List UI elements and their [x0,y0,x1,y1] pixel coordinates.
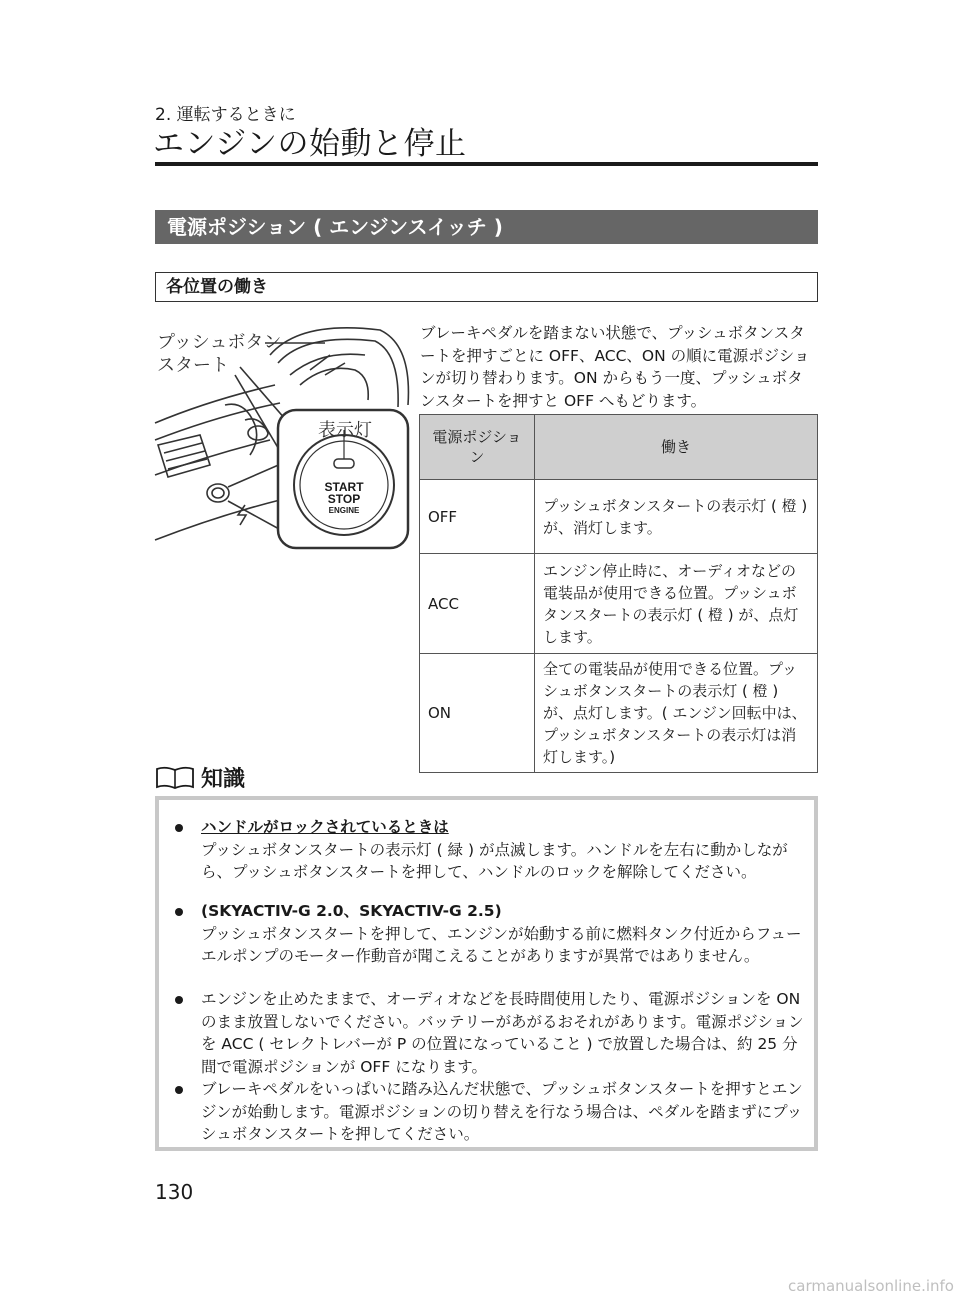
button-text-engine: ENGINE [328,506,360,515]
table-header-function: 働き [535,415,818,480]
list-item [201,900,806,968]
callout-push-button-line1: プッシュボタン [157,332,282,353]
book-icon [155,765,195,791]
table-row [420,654,818,773]
callout-indicator-lamp: 表示灯 [318,420,372,441]
button-text-stop: STOP [327,492,361,506]
table-cell-function: プッシュボタンスタートの表示灯 ( 橙 ) が、消灯します。 [535,480,818,554]
list-item [201,988,806,1078]
list-item [201,816,806,884]
table-cell-position: OFF [420,480,535,554]
position-table [419,414,818,773]
watermark: carmanualsonline.info [788,1277,954,1295]
table-row [420,554,818,654]
button-text-start: START [324,480,364,494]
table-cell-function: エンジン停止時に、オーディオなどの電装品が使用できる位置。プッシュボタンスタートの表示灯 ( 橙 ) が、点灯します。 [535,554,818,654]
table-header-position: 電源ポジション [420,415,535,480]
page-title: エンジンの始動と停止 [153,126,467,162]
item-body: ブレーキペダルをいっぱいに踏み込んだ状態で、プッシュボタンスタートを押すとエンジンが始動します。電源ポジションの切り替えを行なう場合は、ペダルを踏まずにプッシュボタンスタートを押してください。 [201,1080,803,1143]
chishiki-title: 知識 [201,767,246,792]
item-body: エンジンを止めたままで、オーディオなどを長時間使用したり、電源ポジションを ON のまま放置しないでください。バッテリーがあがるおそれがあります。電源ポジションを ACC ( セレクトレバーが P の位置になっていること ) で放置した場合は、約 25 分間で電源ポジションが OFF になります。 [201,990,804,1076]
chishiki-heading [155,762,245,793]
bullet [175,908,183,916]
item-body: プッシュボタンスタートを押して、エンジンが始動する前に燃料タンク付近からフューエルポンプのモーター作動音が聞こえることがありますが異常ではありません。 [201,924,802,965]
intro-paragraph: ブレーキペダルを踏まない状態で、プッシュボタンスタートを押すごとに OFF、ACC、ON の順に電源ポジションが切り替わります。ON からもう一度、プッシュボタンスタートを押すと OFF へもどります。 [420,324,810,410]
table-cell-position: ACC [420,554,535,654]
section-title: 電源ポジション ( エンジンスイッチ ) [155,210,818,244]
bullet [175,996,183,1004]
subsection-title: 各位置の働き [155,272,818,302]
callout-push-button-line2: スタート [157,355,229,376]
item-heading: ハンドルがロックされているときは [201,818,449,836]
bullet [175,824,183,832]
page-number: 130 [155,1180,194,1204]
item-heading: (SKYACTIV-G 2.0、SKYACTIV-G 2.5) [201,902,502,920]
item-body: プッシュボタンスタートの表示灯 ( 緑 ) が点滅します。ハンドルを左右に動かしながら、プッシュボタンスタートを押して、ハンドルのロックを解除してください。 [201,840,788,881]
table-row [420,480,818,554]
chapter-label: 2. 運転するときに [155,105,296,125]
bullet [175,1086,183,1094]
title-rule [155,162,818,166]
table-cell-position: ON [420,654,535,773]
list-item [201,1078,806,1146]
table-cell-function: 全ての電装品が使用できる位置。プッシュボタンスタートの表示灯 ( 橙 ) が、点灯します。( エンジン回転中は、プッシュボタンスタートの表示灯は消灯します。) [535,654,818,773]
chishiki-box [155,796,818,1151]
